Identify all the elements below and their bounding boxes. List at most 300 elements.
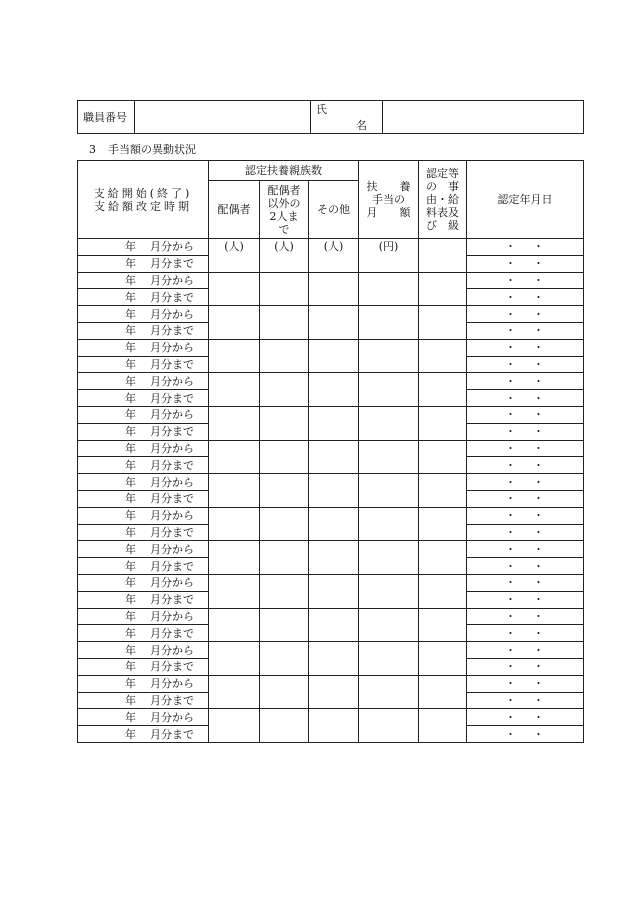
period-month: 月分まで: [150, 492, 194, 506]
date-cell[interactable]: [467, 406, 584, 423]
col-allowance-line-1: 扶 養: [366, 180, 411, 193]
spouse-count-cell[interactable]: [209, 406, 260, 440]
reason-cell[interactable]: [419, 675, 467, 709]
date-dot: ・: [505, 525, 517, 539]
other-count-cell[interactable]: [309, 675, 359, 709]
name-label-part-1: 氏: [316, 103, 327, 116]
date-dot: ・: [533, 626, 545, 640]
spouse-count-cell[interactable]: [209, 440, 260, 474]
reason-cell[interactable]: [419, 709, 467, 743]
table-row: [78, 541, 584, 558]
col-reason-line-3: 由・給: [426, 193, 459, 206]
reason-cell[interactable]: [419, 474, 467, 508]
table-row: [78, 440, 584, 457]
table-row: [78, 507, 584, 524]
reason-cell[interactable]: [419, 406, 467, 440]
spouse-count-cell[interactable]: [209, 574, 260, 608]
period-cell: [78, 239, 209, 256]
date-cell[interactable]: [467, 608, 584, 625]
period-year: 年: [125, 660, 136, 674]
period-year: 年: [125, 626, 136, 640]
period-cell: [78, 625, 209, 642]
date-cell[interactable]: [467, 322, 584, 339]
date-dot: ・: [533, 542, 545, 556]
period-month: 月分から: [150, 408, 194, 422]
col-spouse-header: 配偶者: [209, 181, 260, 239]
date-dot: ・: [505, 677, 517, 691]
date-dot: ・: [505, 626, 517, 640]
date-dot: ・: [505, 408, 517, 422]
date-cell[interactable]: [467, 658, 584, 675]
period-year: 年: [125, 408, 136, 422]
allowance-amount-cell[interactable]: (円): [359, 239, 419, 273]
date-dot: ・: [505, 357, 517, 371]
date-dot: ・: [505, 324, 517, 338]
reason-cell[interactable]: [419, 574, 467, 608]
date-dot: ・: [505, 593, 517, 607]
col-reason-line-5: び 級: [426, 219, 459, 232]
col-allowance-line-2: 手当の: [372, 193, 405, 206]
name-label-part-2: 名: [356, 119, 367, 132]
reason-cell[interactable]: [419, 272, 467, 306]
date-dot: ・: [533, 677, 545, 691]
date-dot: ・: [533, 727, 545, 741]
period-cell: [78, 322, 209, 339]
allowance-amount-cell[interactable]: [359, 541, 419, 575]
reason-cell[interactable]: [419, 239, 467, 273]
date-cell[interactable]: [467, 507, 584, 524]
date-dot: ・: [533, 475, 545, 489]
period-year: 年: [125, 425, 136, 439]
other-count-cell[interactable]: (人): [309, 239, 359, 273]
allowance-amount-cell[interactable]: [359, 642, 419, 676]
date-dot: ・: [533, 458, 545, 472]
period-year: 年: [125, 542, 136, 556]
date-dot: ・: [533, 290, 545, 304]
allowance-amount-cell[interactable]: [359, 675, 419, 709]
period-month: 月分まで: [150, 626, 194, 640]
period-year: 年: [125, 559, 136, 573]
period-year: 年: [125, 710, 136, 724]
table-row: [78, 675, 584, 692]
date-cell[interactable]: [467, 339, 584, 356]
other-count-cell[interactable]: [309, 339, 359, 373]
period-cell: [78, 423, 209, 440]
date-cell[interactable]: [467, 524, 584, 541]
others-count-cell[interactable]: [260, 306, 309, 340]
period-month: 月分まで: [150, 391, 194, 405]
date-dot: ・: [505, 341, 517, 355]
other-count-cell[interactable]: [309, 373, 359, 407]
period-month: 月分から: [150, 441, 194, 455]
period-year: 年: [125, 441, 136, 455]
period-month: 月分まで: [150, 290, 194, 304]
other-count-cell[interactable]: [309, 272, 359, 306]
date-cell[interactable]: [467, 255, 584, 272]
period-month: 月分まで: [150, 727, 194, 741]
period-cell: [78, 306, 209, 323]
period-cell: [78, 406, 209, 423]
period-month: 月分まで: [150, 458, 194, 472]
period-cell: [78, 390, 209, 407]
period-month: 月分から: [150, 307, 194, 321]
date-cell[interactable]: [467, 541, 584, 558]
spouse-count-cell[interactable]: [209, 339, 260, 373]
col-group-header: 認定扶養親族数: [209, 161, 359, 181]
name-label: [311, 101, 383, 134]
others-count-cell[interactable]: [260, 272, 309, 306]
date-dot: ・: [505, 559, 517, 573]
period-cell: [78, 608, 209, 625]
allowance-amount-cell[interactable]: [359, 306, 419, 340]
reason-cell[interactable]: [419, 339, 467, 373]
period-year: 年: [125, 475, 136, 489]
other-count-cell[interactable]: [309, 574, 359, 608]
date-cell[interactable]: [467, 440, 584, 457]
period-cell: [78, 255, 209, 272]
date-cell[interactable]: [467, 490, 584, 507]
date-cell[interactable]: [467, 373, 584, 390]
date-dot: ・: [505, 710, 517, 724]
others-count-cell[interactable]: [260, 474, 309, 508]
others-count-cell[interactable]: [260, 406, 309, 440]
date-cell[interactable]: [467, 558, 584, 575]
col-date-header: 認定年月日: [467, 161, 584, 239]
date-dot: ・: [533, 660, 545, 674]
table-row: [78, 239, 584, 256]
date-dot: ・: [505, 425, 517, 439]
period-month: 月分から: [150, 240, 194, 254]
period-cell: [78, 591, 209, 608]
period-cell: [78, 574, 209, 591]
other-count-cell[interactable]: [309, 440, 359, 474]
date-dot: ・: [533, 710, 545, 724]
table-row: [78, 306, 584, 323]
date-dot: ・: [533, 341, 545, 355]
date-dot: ・: [505, 660, 517, 674]
table-row: [78, 709, 584, 726]
other-count-cell[interactable]: [309, 608, 359, 642]
period-year: 年: [125, 677, 136, 691]
spouse-count-cell[interactable]: [209, 541, 260, 575]
period-year: 年: [125, 643, 136, 657]
col-allowance-header: [359, 161, 419, 239]
reason-cell[interactable]: [419, 507, 467, 541]
date-dot: ・: [505, 576, 517, 590]
section-title: 手当額の異動状況: [108, 143, 196, 156]
period-cell: [78, 373, 209, 390]
period-month: 月分から: [150, 374, 194, 388]
date-cell[interactable]: [467, 726, 584, 743]
date-dot: ・: [533, 374, 545, 388]
others-count-cell[interactable]: [260, 709, 309, 743]
date-dot: ・: [533, 609, 545, 623]
reason-cell[interactable]: [419, 541, 467, 575]
col-reason-line-1: 認定等: [426, 167, 459, 180]
col-period-header: [78, 161, 209, 239]
other-count-cell[interactable]: [309, 474, 359, 508]
others-count-cell[interactable]: [260, 440, 309, 474]
date-cell[interactable]: [467, 642, 584, 659]
date-dot: ・: [505, 542, 517, 556]
col-period-line-2: 支給額改定時期: [94, 199, 192, 213]
date-dot: ・: [533, 593, 545, 607]
others-count-cell[interactable]: (人): [260, 239, 309, 273]
date-dot: ・: [505, 475, 517, 489]
date-dot: ・: [505, 492, 517, 506]
date-cell[interactable]: [467, 692, 584, 709]
period-month: 月分から: [150, 273, 194, 287]
period-month: 月分まで: [150, 693, 194, 707]
reason-cell[interactable]: [419, 608, 467, 642]
date-dot: ・: [533, 307, 545, 321]
date-cell[interactable]: [467, 239, 584, 256]
period-cell: [78, 558, 209, 575]
allowance-amount-cell[interactable]: [359, 406, 419, 440]
period-cell: [78, 474, 209, 491]
date-dot: ・: [533, 257, 545, 271]
date-dot: ・: [505, 727, 517, 741]
period-cell: [78, 675, 209, 692]
date-cell[interactable]: [467, 289, 584, 306]
spouse-count-cell[interactable]: [209, 306, 260, 340]
col-reason-line-4: 料表及: [426, 206, 459, 219]
col-other-header: その他: [309, 181, 359, 239]
period-cell: [78, 356, 209, 373]
period-month: 月分まで: [150, 525, 194, 539]
table-row: [78, 642, 584, 659]
date-dot: ・: [505, 257, 517, 271]
period-cell: [78, 440, 209, 457]
date-dot: ・: [533, 425, 545, 439]
period-cell: [78, 507, 209, 524]
date-cell[interactable]: [467, 709, 584, 726]
period-year: 年: [125, 357, 136, 371]
table-row: [78, 373, 584, 390]
date-dot: ・: [533, 240, 545, 254]
date-dot: ・: [505, 609, 517, 623]
period-year: 年: [125, 257, 136, 271]
others-count-cell[interactable]: [260, 574, 309, 608]
employee-number-field[interactable]: [135, 101, 311, 134]
period-month: 月分まで: [150, 257, 194, 271]
reason-cell[interactable]: [419, 440, 467, 474]
period-cell: [78, 524, 209, 541]
date-dot: ・: [505, 307, 517, 321]
period-cell: [78, 490, 209, 507]
other-count-cell[interactable]: [309, 642, 359, 676]
date-cell[interactable]: [467, 457, 584, 474]
period-year: 年: [125, 492, 136, 506]
others-count-cell[interactable]: [260, 642, 309, 676]
date-dot: ・: [505, 391, 517, 405]
period-cell: [78, 272, 209, 289]
period-cell: [78, 709, 209, 726]
col-others-header: [260, 181, 309, 239]
period-year: 年: [125, 391, 136, 405]
date-dot: ・: [533, 492, 545, 506]
date-cell[interactable]: [467, 272, 584, 289]
allowance-amount-cell[interactable]: [359, 507, 419, 541]
period-month: 月分から: [150, 475, 194, 489]
period-month: 月分から: [150, 710, 194, 724]
table-row: [78, 474, 584, 491]
date-cell[interactable]: [467, 591, 584, 608]
employee-info-bar: [77, 100, 584, 134]
date-dot: ・: [533, 693, 545, 707]
spouse-count-cell[interactable]: [209, 642, 260, 676]
allowance-amount-cell[interactable]: [359, 339, 419, 373]
period-year: 年: [125, 609, 136, 623]
date-dot: ・: [505, 290, 517, 304]
spouse-count-cell[interactable]: [209, 373, 260, 407]
period-cell: [78, 726, 209, 743]
spouse-count-cell[interactable]: [209, 709, 260, 743]
period-year: 年: [125, 525, 136, 539]
period-cell: [78, 289, 209, 306]
period-month: 月分から: [150, 509, 194, 523]
col-others-line-4: で: [278, 222, 290, 236]
col-others-line-1: 配偶者: [267, 183, 301, 197]
period-cell: [78, 658, 209, 675]
reason-cell[interactable]: [419, 306, 467, 340]
others-count-cell[interactable]: [260, 507, 309, 541]
other-count-cell[interactable]: [309, 406, 359, 440]
reason-cell[interactable]: [419, 373, 467, 407]
period-month: 月分から: [150, 609, 194, 623]
table-row: [78, 574, 584, 591]
period-month: 月分から: [150, 542, 194, 556]
allowance-amount-cell[interactable]: [359, 373, 419, 407]
date-dot: ・: [533, 391, 545, 405]
date-dot: ・: [533, 643, 545, 657]
period-month: 月分から: [150, 341, 194, 355]
date-dot: ・: [505, 273, 517, 287]
spouse-count-cell[interactable]: [209, 608, 260, 642]
date-dot: ・: [533, 576, 545, 590]
spouse-count-cell[interactable]: [209, 272, 260, 306]
spouse-count-cell[interactable]: [209, 675, 260, 709]
others-count-cell[interactable]: [260, 339, 309, 373]
allowance-amount-cell[interactable]: [359, 474, 419, 508]
date-cell[interactable]: [467, 306, 584, 323]
others-count-cell[interactable]: [260, 608, 309, 642]
spouse-count-cell[interactable]: [209, 474, 260, 508]
table-row: [78, 406, 584, 423]
allowance-amount-cell[interactable]: [359, 574, 419, 608]
section-number: 3: [89, 143, 96, 156]
name-field[interactable]: [383, 101, 584, 134]
period-cell: [78, 692, 209, 709]
period-year: 年: [125, 593, 136, 607]
date-cell[interactable]: [467, 423, 584, 440]
date-dot: ・: [533, 509, 545, 523]
table-row: [78, 608, 584, 625]
other-count-cell[interactable]: [309, 306, 359, 340]
date-cell[interactable]: [467, 356, 584, 373]
table-row: [78, 272, 584, 289]
period-year: 年: [125, 374, 136, 388]
period-month: 月分まで: [150, 593, 194, 607]
period-month: 月分まで: [150, 660, 194, 674]
date-dot: ・: [505, 643, 517, 657]
col-allowance-line-3: 月 額: [366, 206, 411, 219]
spouse-count-cell[interactable]: [209, 507, 260, 541]
col-reason-line-2: の 事: [426, 180, 459, 193]
date-cell[interactable]: [467, 625, 584, 642]
col-period-line-1: 支給開始(終了): [93, 186, 193, 200]
others-count-cell[interactable]: [260, 675, 309, 709]
section-heading: [89, 141, 196, 157]
date-dot: ・: [505, 458, 517, 472]
period-month: 月分まで: [150, 324, 194, 338]
date-dot: ・: [505, 441, 517, 455]
col-reason-header: [419, 161, 467, 239]
other-count-cell[interactable]: [309, 507, 359, 541]
date-dot: ・: [533, 559, 545, 573]
period-year: 年: [125, 324, 136, 338]
allowance-amount-cell[interactable]: [359, 272, 419, 306]
date-dot: ・: [533, 273, 545, 287]
date-dot: ・: [505, 374, 517, 388]
others-count-cell[interactable]: [260, 541, 309, 575]
period-month: 月分まで: [150, 425, 194, 439]
period-year: 年: [125, 727, 136, 741]
period-year: 年: [125, 509, 136, 523]
period-month: 月分まで: [150, 559, 194, 573]
period-year: 年: [125, 341, 136, 355]
period-month: 月分から: [150, 576, 194, 590]
date-dot: ・: [533, 441, 545, 455]
date-dot: ・: [505, 240, 517, 254]
others-count-cell[interactable]: [260, 373, 309, 407]
period-cell: [78, 642, 209, 659]
period-cell: [78, 541, 209, 558]
allowance-amount-cell[interactable]: [359, 440, 419, 474]
spouse-count-cell[interactable]: (人): [209, 239, 260, 273]
period-year: 年: [125, 693, 136, 707]
allowance-amount-cell[interactable]: [359, 709, 419, 743]
period-year: 年: [125, 458, 136, 472]
table-body: [78, 239, 584, 743]
employee-number-label: 職員番号: [78, 101, 135, 134]
other-count-cell[interactable]: [309, 541, 359, 575]
period-year: 年: [125, 273, 136, 287]
period-month: 月分から: [150, 643, 194, 657]
date-dot: ・: [533, 324, 545, 338]
reason-cell[interactable]: [419, 642, 467, 676]
period-year: 年: [125, 290, 136, 304]
period-year: 年: [125, 240, 136, 254]
other-count-cell[interactable]: [309, 709, 359, 743]
date-dot: ・: [505, 509, 517, 523]
allowance-amount-cell[interactable]: [359, 608, 419, 642]
date-cell[interactable]: [467, 574, 584, 591]
period-year: 年: [125, 576, 136, 590]
date-dot: ・: [505, 693, 517, 707]
col-others-line-3: 2人ま: [269, 209, 299, 223]
period-cell: [78, 339, 209, 356]
date-dot: ・: [533, 357, 545, 371]
date-cell[interactable]: [467, 390, 584, 407]
period-month: 月分から: [150, 677, 194, 691]
date-cell[interactable]: [467, 474, 584, 491]
allowance-history-table: [77, 160, 584, 743]
date-cell[interactable]: [467, 675, 584, 692]
period-month: 月分まで: [150, 357, 194, 371]
period-year: 年: [125, 307, 136, 321]
date-dot: ・: [533, 408, 545, 422]
